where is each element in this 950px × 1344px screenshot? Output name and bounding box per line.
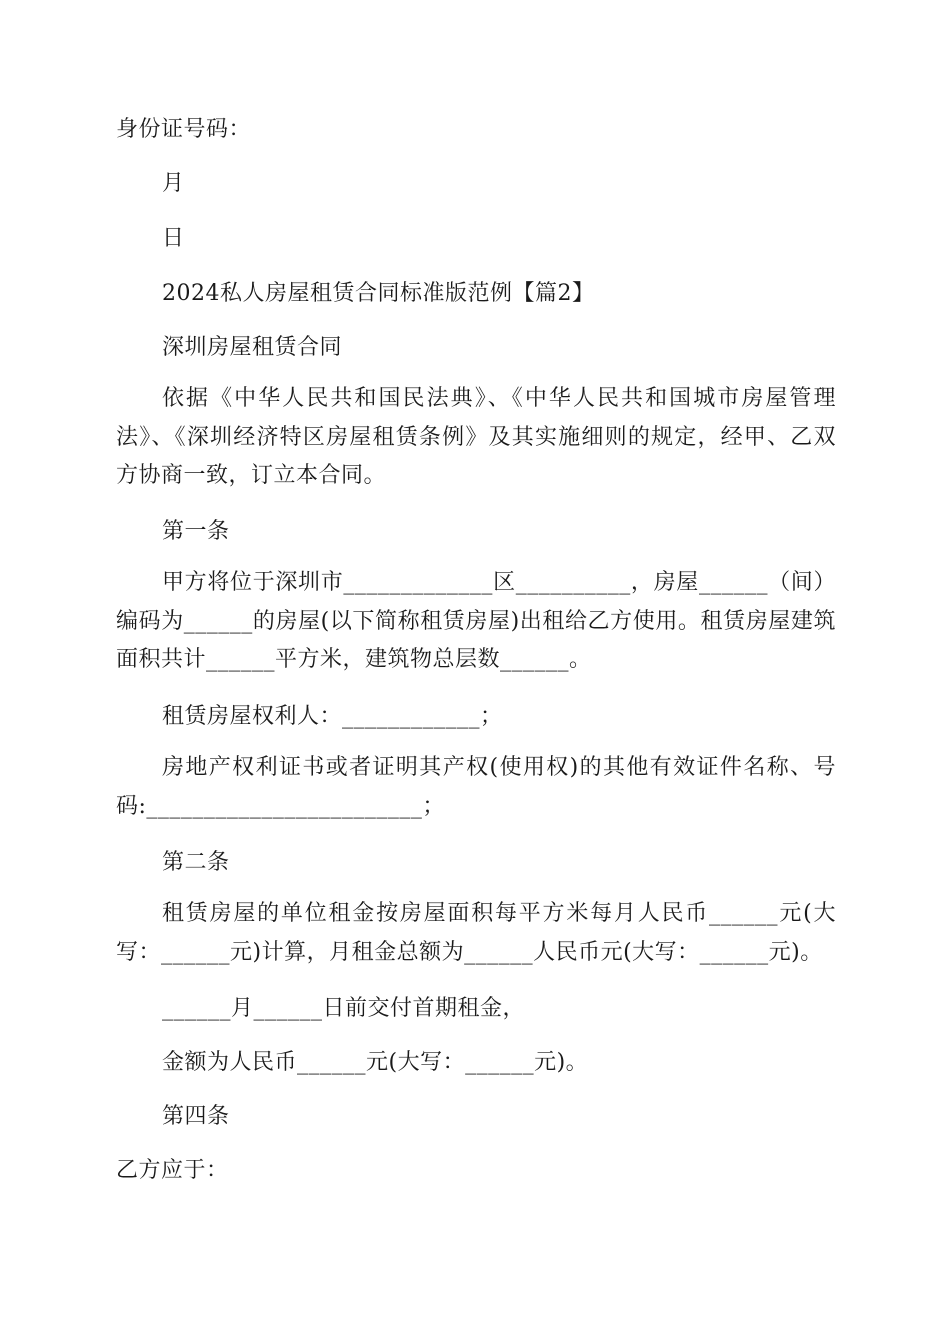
article-two-heading: 第二条 — [162, 850, 230, 875]
party-b-line: 乙方应于： — [116, 1158, 229, 1183]
rent-paragraph: 租赁房屋的单位租金按房屋面积每平方米每月人民币______元(大写：______元)计算，月租金总额为______人民币元(大写：______元)。 — [116, 901, 836, 965]
article-four-heading: 第四条 — [162, 1104, 230, 1129]
month-label: 月 — [162, 171, 185, 196]
rights-holder-line: 租赁房屋权利人：____________； — [162, 704, 503, 729]
contract-title: 深圳房屋租赁合同 — [162, 335, 343, 360]
section-title: 2024私人房屋租赁合同标准版范例【篇2】 — [162, 281, 595, 306]
amount-line: 金额为人民币______元(大写：______元)。 — [162, 1050, 589, 1075]
first-rent-line: ______月______日前交付首期租金， — [162, 996, 526, 1021]
preamble-paragraph: 依据《中华人民共和国民法典》、《中华人民共和国城市房屋管理法》、《深圳经济特区房屋租赁条例》及其实施细则的规定，经甲、乙双方协商一致，订立本合同。 — [116, 386, 836, 488]
certificate-paragraph: 房地产权利证书或者证明其产权(使用权)的其他有效证件名称、号码:________________________； — [116, 755, 836, 819]
id-number-label: 身份证号码： — [116, 117, 252, 142]
article-one-paragraph: 甲方将位于深圳市_____________区__________，房屋______（间）编码为______的房屋(以下简称租赁房屋)出租给乙方使用。租赁房屋建筑面积共计______平方米，建筑物总层数______。 — [116, 570, 836, 672]
article-one-heading: 第一条 — [162, 519, 230, 544]
day-label: 日 — [162, 226, 185, 251]
